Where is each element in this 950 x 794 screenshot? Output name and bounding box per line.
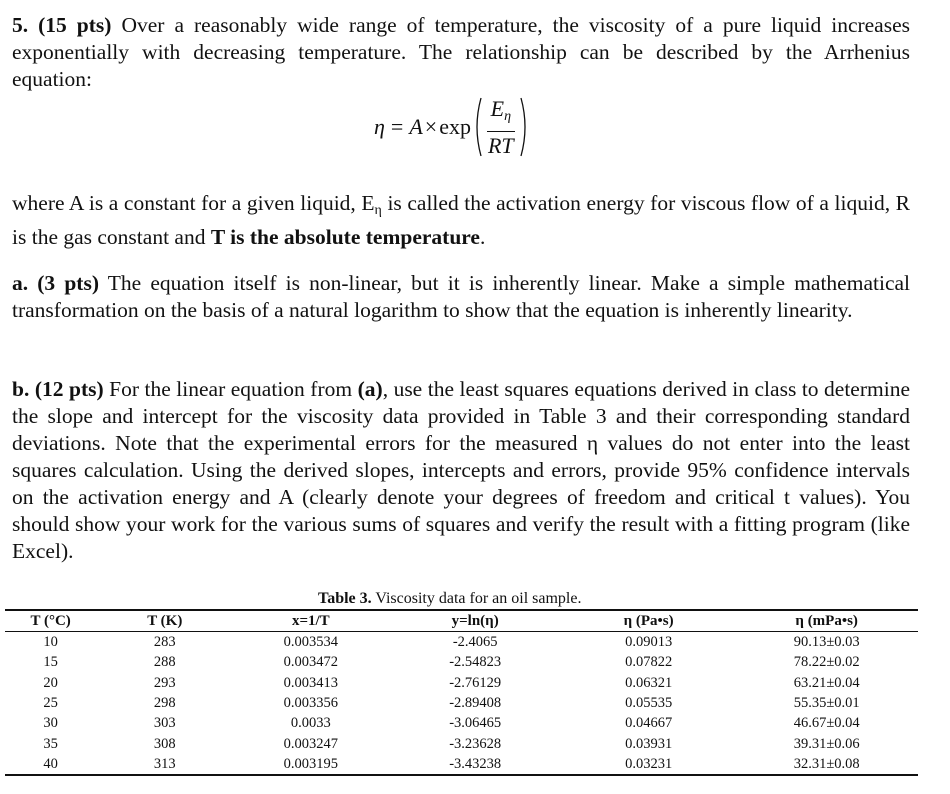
right-paren-icon	[520, 97, 529, 157]
problem-number: 5.	[12, 13, 29, 37]
eq-lhs: η	[374, 114, 385, 139]
eq-a: A	[409, 114, 423, 139]
header-t-celsius: T (°C)	[5, 610, 96, 632]
cell: 0.003472	[283, 654, 339, 671]
eq-times: ×	[424, 114, 438, 139]
table-row	[5, 673, 918, 693]
cell: 288	[153, 654, 176, 671]
cell: 32.31±0.08	[793, 755, 860, 772]
cell: 308	[153, 735, 176, 752]
table-row	[5, 713, 918, 733]
part-b-label: b. (12 pts)	[12, 377, 104, 401]
cell: 46.67±0.04	[793, 715, 860, 732]
eq-equals: =	[390, 114, 404, 139]
cell: 0.003413	[283, 674, 339, 691]
cell: 0.05535	[625, 695, 673, 712]
header-x: x=1/T	[233, 610, 388, 632]
header-y: y=ln(η)	[388, 610, 561, 632]
cell: 0.07822	[625, 654, 673, 671]
cell: 0.04667	[625, 715, 673, 732]
eq-parenthesis	[473, 97, 529, 158]
cell: 0.09013	[625, 634, 673, 651]
cell: 40	[43, 755, 58, 772]
cell: 293	[153, 674, 176, 691]
cell: 63.21±0.04	[793, 674, 860, 691]
cell: 0.003247	[283, 735, 339, 752]
cell: 15	[43, 654, 58, 671]
cell: -3.23628	[449, 735, 502, 752]
cell: 25	[43, 695, 58, 712]
eq-denominator: RT	[487, 132, 514, 158]
table-row	[5, 693, 918, 713]
part-a	[12, 270, 910, 324]
cell: -2.89408	[449, 695, 502, 712]
cell: 298	[153, 695, 176, 712]
arrhenius-equation	[374, 96, 529, 158]
table-row	[5, 632, 918, 653]
header-eta-pas: η (Pa•s)	[562, 610, 735, 632]
cell: 55.35±0.01	[793, 695, 860, 712]
cell: 78.22±0.02	[793, 654, 860, 671]
cell: 20	[43, 674, 58, 691]
cell: 313	[153, 755, 176, 772]
cell: 0.003195	[283, 755, 339, 772]
where-paragraph: where A is a constant for a given liquid, $E_\eta$ is called the activation energy for viscous flow of a liquid, R is the gas constant and T is the absolute temperature.	[12, 191, 910, 249]
header-t-kelvin: T (K)	[96, 610, 233, 632]
eq-func: exp	[439, 114, 471, 139]
cell: 0.06321	[625, 674, 673, 691]
cell: -3.43238	[449, 755, 502, 772]
table-header-row	[5, 610, 918, 632]
table-caption: Table 3. Viscosity data for an oil sample.	[318, 590, 582, 607]
cell: 303	[153, 715, 176, 732]
cell: -3.06465	[449, 715, 502, 732]
table-row	[5, 754, 918, 775]
part-b: b. (12 pts) For the linear equation from (a), use the least squares equations derived in class to determine the slope and intercept for the viscosity data provided in Table 3 and their corresponding standard deviations. Note that the experimental errors for the measured η values do not enter into the least squares calculation. Using the derived slopes, intercepts and errors, provide 95% confidence intervals on the activation energy and A (clearly denote your degrees of freedom and critical t values). You should show your work for the various sums of squares and verify the result with a fitting program (like Excel).	[12, 377, 911, 563]
header-eta-mpas: η (mPa•s)	[735, 610, 918, 632]
cell: -2.76129	[449, 674, 502, 691]
cell: 0.003534	[283, 634, 339, 651]
left-paren-icon	[473, 97, 482, 157]
cell: 30	[43, 715, 58, 732]
cell: 0.03931	[625, 735, 673, 752]
cell: 10	[43, 634, 58, 651]
eq-numerator: $E_\eta$	[487, 97, 515, 132]
cell: 0.003356	[283, 695, 339, 712]
cell: 0.03231	[625, 755, 673, 772]
cell: 35	[43, 735, 58, 752]
part-a-text: The equation itself is non-linear, but it is inherently linear. Make a simple mathematical transformation on the basis of a natural logarithm to show that the equation is inherently linearity.	[12, 271, 910, 322]
problem-intro	[12, 12, 910, 93]
problem-points: (15 pts)	[38, 13, 112, 37]
cell: 0.0033	[290, 715, 331, 732]
cell: 90.13±0.03	[793, 634, 860, 651]
cell: 39.31±0.06	[793, 735, 860, 752]
cell: -2.54823	[449, 654, 502, 671]
cell: 283	[153, 634, 176, 651]
viscosity-table	[5, 609, 918, 776]
cell: -2.4065	[452, 634, 498, 651]
table-row	[5, 733, 918, 753]
part-a-label: a. (3 pts)	[12, 271, 99, 295]
problem-intro-text: Over a reasonably wide range of temperature, the viscosity of a pure liquid increases exponentially with decreasing temperature. The relationship can be described by the Arrhenius equation:	[12, 13, 911, 91]
table-row	[5, 652, 918, 672]
eq-fraction	[484, 97, 518, 158]
